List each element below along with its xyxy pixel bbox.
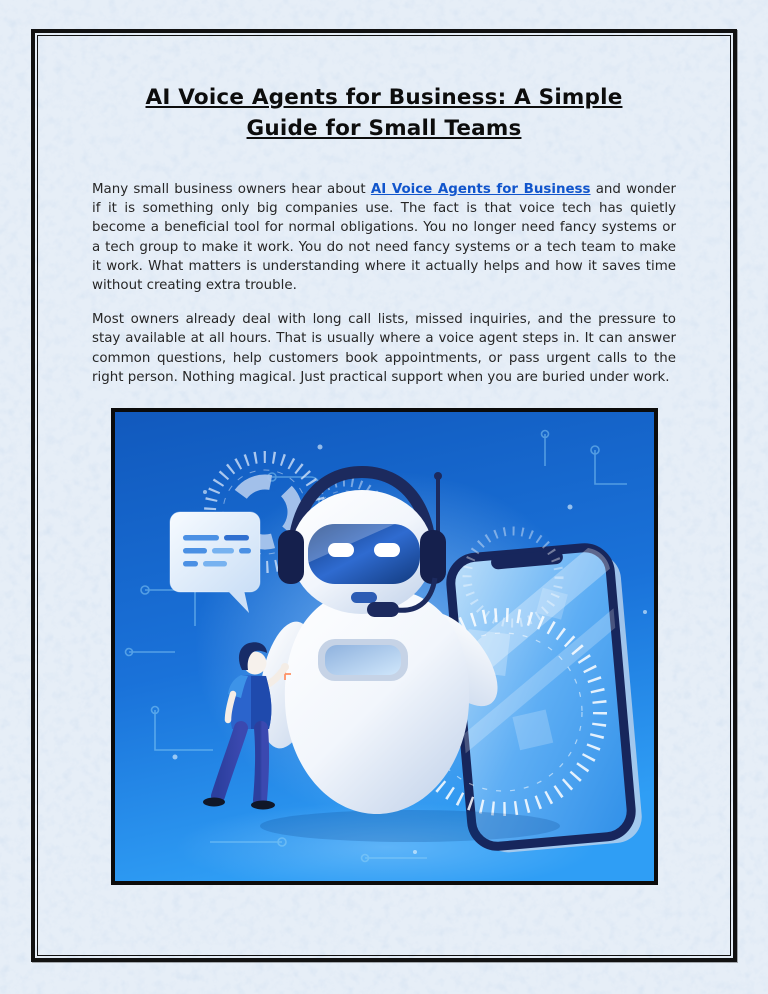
robot-mouth [351, 592, 377, 603]
ai-voice-agents-link[interactable]: AI Voice Agents for Business [370, 182, 591, 198]
headphone-earcup-right [420, 530, 446, 584]
robot-shadow [260, 810, 560, 842]
person-shoe-front [251, 801, 275, 810]
paragraph-1 [92, 180, 676, 295]
page-title: AI Voice Agents for Business: A Simple Guide for Small Teams [145, 85, 623, 141]
robot-eye-left [328, 543, 354, 557]
person-shoe-back [203, 798, 225, 807]
paragraph-1-after-link: and wonder if it is something only big companies use. The fact is that voice tech has quietly become a beneficial tool for normal obligations. You no longer need fancy systems or a tech group to make it work. You do not need fancy systems or a tech team to make it work. What matters is understanding where it actually helps and how it saves time without creating extra trouble. [92, 182, 676, 294]
mic-capsule [367, 602, 399, 617]
paragraph-2: Most owners already deal with long call lists, missed inquiries, and the pressure to stay available at all hours. That is usually where a voice agent steps in. It can answer common questions, help customers book appointments, or pass urgent calls to the right person. Nothing magical. Just practical support when you are buried under work. [92, 312, 676, 385]
robot-body [284, 588, 468, 814]
headphone-antenna [436, 478, 440, 538]
hero-figure [111, 408, 658, 885]
headphone-earcup-left [278, 530, 304, 584]
hero-illustration-svg [115, 412, 654, 881]
person-front-leg [260, 728, 262, 800]
paragraph-1-before-link: Many small business owners hear about [92, 182, 371, 198]
hero-figure-frame [111, 408, 658, 885]
robot-eye-right [374, 543, 400, 557]
